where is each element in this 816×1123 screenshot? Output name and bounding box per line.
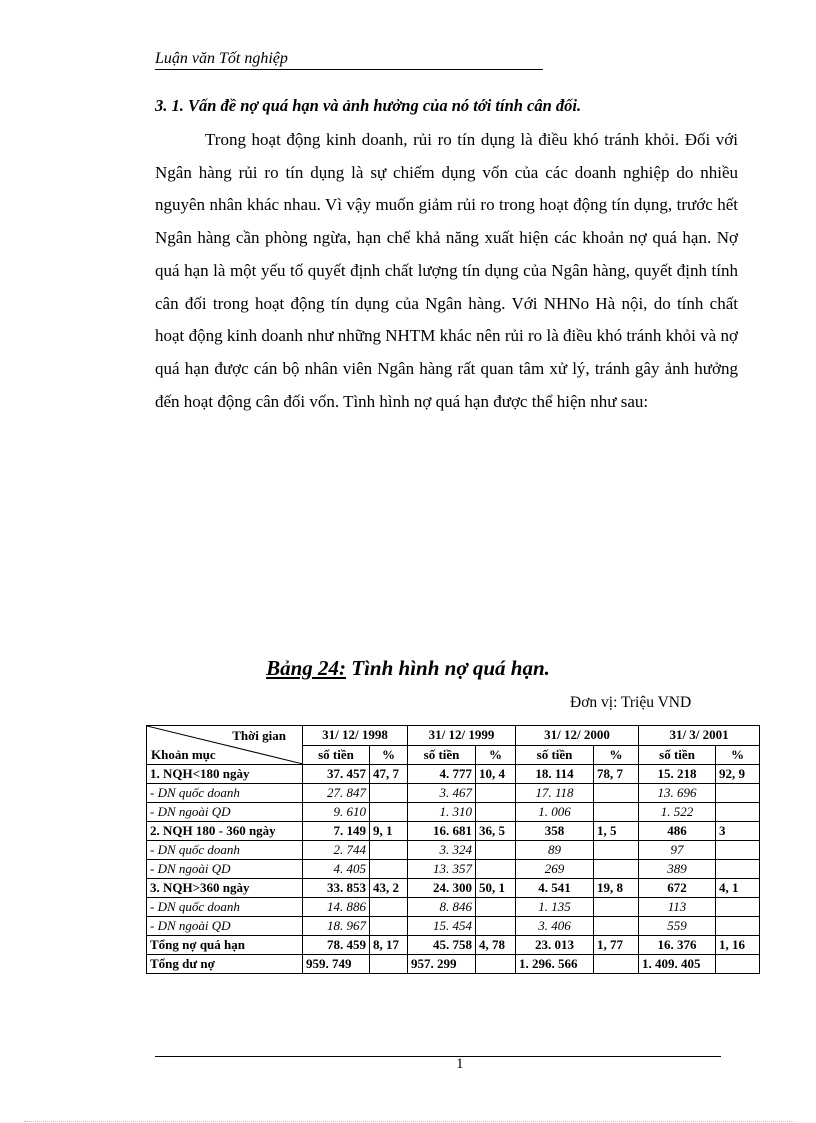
amount-cell: 1. 006: [516, 803, 594, 822]
percent-cell: 8, 17: [370, 936, 408, 955]
unit-label: Đơn vị: Triệu VND: [570, 694, 692, 711]
table-row: [147, 860, 760, 879]
table-row: [147, 955, 760, 974]
percent-cell: [716, 841, 760, 860]
percent-cell: [370, 803, 408, 822]
amount-cell: 8. 846: [408, 898, 476, 917]
percent-cell: [370, 955, 408, 974]
amount-cell: 3. 467: [408, 784, 476, 803]
amount-cell: 1. 522: [639, 803, 716, 822]
percent-cell: [476, 860, 516, 879]
row-label: 3. NQH>360 ngày: [147, 879, 303, 898]
amount-cell: 9. 610: [303, 803, 370, 822]
percent-cell: [370, 898, 408, 917]
amount-cell: 1. 409. 405: [639, 955, 716, 974]
amount-cell: 13. 696: [639, 784, 716, 803]
percent-cell: [716, 784, 760, 803]
amount-cell: 17. 118: [516, 784, 594, 803]
row-label: 2. NQH 180 - 360 ngày: [147, 822, 303, 841]
table-row: [147, 917, 760, 936]
percent-cell: [476, 841, 516, 860]
percent-cell: [716, 898, 760, 917]
table-title-rest: Tình hình nợ quá hạn.: [346, 656, 550, 680]
row-label: - DN quốc doanh: [147, 841, 303, 860]
table-row: [147, 841, 760, 860]
amount-cell: 13. 357: [408, 860, 476, 879]
percent-cell: [716, 860, 760, 879]
percent-cell: [476, 803, 516, 822]
percent-cell: [716, 803, 760, 822]
amount-cell: 959. 749: [303, 955, 370, 974]
amount-cell: 15. 218: [639, 765, 716, 784]
amount-cell: 3. 324: [408, 841, 476, 860]
table-row: [147, 765, 760, 784]
row-label: Tổng dư nợ: [147, 955, 303, 974]
percent-cell: [476, 917, 516, 936]
percent-cell: 4, 1: [716, 879, 760, 898]
overdue-debt-table: [146, 725, 760, 974]
corner-time-label: Thời gian: [232, 728, 286, 743]
percent-cell: [476, 784, 516, 803]
percent-cell: [370, 917, 408, 936]
table-row: [147, 822, 760, 841]
percent-cell: 19, 8: [594, 879, 639, 898]
period-header: 31/ 12/ 1998: [303, 726, 408, 746]
percent-cell: [594, 803, 639, 822]
percent-cell: 78, 7: [594, 765, 639, 784]
page-bottom-edge: [24, 1121, 794, 1122]
table-body: [147, 765, 760, 974]
amount-cell: 113: [639, 898, 716, 917]
percent-cell: 36, 5: [476, 822, 516, 841]
percent-cell: [594, 898, 639, 917]
amount-cell: 18. 114: [516, 765, 594, 784]
section-title: 3. 1. Vấn đề nợ quá hạn và ảnh hưởng của nó tới tính cân đối.: [155, 96, 582, 115]
table-row: [147, 898, 760, 917]
row-label: - DN quốc doanh: [147, 898, 303, 917]
table-row: [147, 784, 760, 803]
percent-cell: 50, 1: [476, 879, 516, 898]
amount-cell: 957. 299: [408, 955, 476, 974]
amount-subheader: số tiền: [303, 745, 370, 765]
amount-cell: 24. 300: [408, 879, 476, 898]
amount-cell: 559: [639, 917, 716, 936]
amount-cell: 27. 847: [303, 784, 370, 803]
amount-cell: 4. 777: [408, 765, 476, 784]
amount-cell: 7. 149: [303, 822, 370, 841]
row-label: - DN ngoài QD: [147, 803, 303, 822]
amount-cell: 78. 459: [303, 936, 370, 955]
percent-cell: 4, 78: [476, 936, 516, 955]
amount-cell: 1. 135: [516, 898, 594, 917]
amount-cell: 89: [516, 841, 594, 860]
amount-cell: 16. 376: [639, 936, 716, 955]
amount-subheader: số tiền: [408, 745, 476, 765]
amount-cell: 16. 681: [408, 822, 476, 841]
percent-cell: [594, 860, 639, 879]
period-header: 31/ 3/ 2001: [639, 726, 760, 746]
percent-cell: 10, 4: [476, 765, 516, 784]
row-label: 1. NQH<180 ngày: [147, 765, 303, 784]
percent-cell: [594, 955, 639, 974]
amount-cell: 45. 758: [408, 936, 476, 955]
row-label: - DN ngoài QD: [147, 860, 303, 879]
percent-cell: [370, 860, 408, 879]
percent-subheader: %: [476, 745, 516, 765]
amount-cell: 358: [516, 822, 594, 841]
percent-cell: [594, 841, 639, 860]
amount-cell: 672: [639, 879, 716, 898]
amount-cell: 23. 013: [516, 936, 594, 955]
amount-cell: 389: [639, 860, 716, 879]
percent-cell: [476, 955, 516, 974]
period-header: 31/ 12/ 1999: [408, 726, 516, 746]
percent-cell: [716, 917, 760, 936]
percent-cell: 9, 1: [370, 822, 408, 841]
percent-cell: [476, 898, 516, 917]
amount-cell: 18. 967: [303, 917, 370, 936]
row-label: Tổng nợ quá hạn: [147, 936, 303, 955]
period-header: 31/ 12/ 2000: [516, 726, 639, 746]
percent-subheader: %: [370, 745, 408, 765]
amount-subheader: số tiền: [639, 745, 716, 765]
body-paragraph: Trong hoạt động kinh doanh, rủi ro tín dụng là điều khó tránh khỏi. Đối với Ngân hàng rủi ro tín dụng là sự chiếm dụng vốn của các doanh nghiệp do nhiều nguyên nhân khác nhau. Vì vậy muốn giảm rủi ro trong hoạt động tín dụng, trước hết Ngân hàng cần phòng ngừa, hạn chế khả năng xuất hiện các khoản nợ quá hạn. Nợ quá hạn là một yếu tố quyết định chất lượng tín dụng của Ngân hàng, quyết định tính cân đối trong hoạt động tín dụng của Ngân hàng. Với NHNo Hà nội, do tính chất hoạt động kinh doanh như những NHTM khác nên rủi ro là điều khó tránh khỏi và nợ quá hạn được cán bộ nhân viên Ngân hàng rất quan tâm xử lý, tránh gây ảnh hưởng đến hoạt động cân đối vốn. Tình hình nợ quá hạn được thể hiện như sau:: [155, 130, 738, 411]
table-row: [147, 936, 760, 955]
percent-cell: 43, 2: [370, 879, 408, 898]
table-corner-header: [147, 726, 303, 765]
percent-cell: [594, 784, 639, 803]
table-row: [147, 803, 760, 822]
amount-cell: 4. 405: [303, 860, 370, 879]
amount-cell: 3. 406: [516, 917, 594, 936]
percent-cell: 1, 16: [716, 936, 760, 955]
percent-cell: 3: [716, 822, 760, 841]
footer-rule: [155, 1056, 721, 1057]
percent-cell: 1, 77: [594, 936, 639, 955]
percent-cell: [370, 784, 408, 803]
row-label: - DN ngoài QD: [147, 917, 303, 936]
amount-subheader: số tiền: [516, 745, 594, 765]
amount-cell: 269: [516, 860, 594, 879]
amount-cell: 486: [639, 822, 716, 841]
amount-cell: 14. 886: [303, 898, 370, 917]
percent-subheader: %: [716, 745, 760, 765]
amount-cell: 2. 744: [303, 841, 370, 860]
amount-cell: 33. 853: [303, 879, 370, 898]
table-title-lead: Bảng 24:: [266, 656, 347, 680]
percent-cell: [370, 841, 408, 860]
table-title: [0, 655, 816, 681]
amount-cell: 15. 454: [408, 917, 476, 936]
corner-item-label: Khoản mục: [151, 747, 216, 762]
percent-cell: [594, 917, 639, 936]
row-label: - DN quốc doanh: [147, 784, 303, 803]
percent-cell: 1, 5: [594, 822, 639, 841]
percent-cell: [716, 955, 760, 974]
table-row: [147, 879, 760, 898]
percent-subheader: %: [594, 745, 639, 765]
amount-cell: 37. 457: [303, 765, 370, 784]
amount-cell: 97: [639, 841, 716, 860]
running-header: Luận văn Tốt nghiệp: [155, 50, 543, 70]
page-number: 1: [456, 1056, 464, 1072]
amount-cell: 1. 310: [408, 803, 476, 822]
amount-cell: 1. 296. 566: [516, 955, 594, 974]
amount-cell: 4. 541: [516, 879, 594, 898]
percent-cell: 92, 9: [716, 765, 760, 784]
percent-cell: 47, 7: [370, 765, 408, 784]
